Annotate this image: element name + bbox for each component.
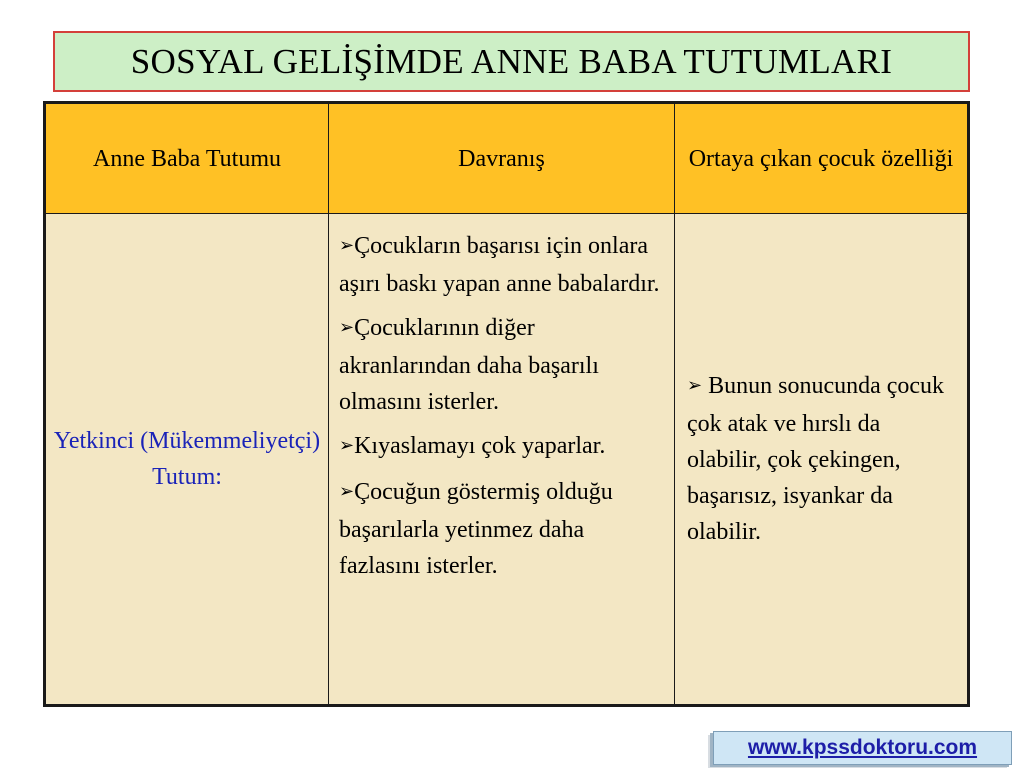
behavior-cell <box>329 214 675 706</box>
header-attitude: Anne Baba Tutumu <box>45 103 329 214</box>
arrowhead-bullet-icon: ➢ <box>339 435 355 456</box>
behavior-item-text: Çocuklarının diğer akranlarından daha başarılı olmasını isterler. <box>339 315 599 415</box>
behavior-item <box>339 228 666 302</box>
table-row <box>45 214 969 706</box>
behavior-item-text: Çocuğun göstermiş olduğu başarılarla yetinmez daha fazlasını isterler. <box>339 479 613 579</box>
header-result: Ortaya çıkan çocuk özelliği <box>675 103 969 214</box>
table-header-row <box>45 103 969 214</box>
slide-title-text: SOSYAL GELİŞİMDE ANNE BABA TUTUMLARI <box>130 41 893 81</box>
arrowhead-bullet-icon: ➢ <box>339 481 355 502</box>
attitude-cell: Yetkinci (Mükemmeliyetçi) Tutum: <box>45 214 329 706</box>
arrowhead-bullet-icon: ➢ <box>339 317 355 338</box>
behavior-item <box>339 428 666 466</box>
parent-attitudes-table <box>43 101 970 707</box>
behavior-item-text: Kıyaslamayı çok yaparlar. <box>354 433 606 459</box>
slide-title <box>53 31 970 92</box>
header-behavior: Davranış <box>329 103 675 214</box>
site-link-box <box>713 731 1012 765</box>
behavior-item <box>339 310 666 420</box>
behavior-item <box>339 474 666 584</box>
behavior-item-text: Çocukların başarısı için onlara aşırı baskı yapan anne babalardır. <box>339 233 660 297</box>
result-cell <box>675 214 969 706</box>
site-link[interactable]: www.kpssdoktoru.com <box>747 736 978 759</box>
arrowhead-bullet-icon: ➢ <box>687 375 703 396</box>
arrowhead-bullet-icon: ➢ <box>339 235 355 256</box>
result-text: Bunun sonucunda çocuk çok atak ve hırslı da olabilir, çok çekingen, başarısız, isyankar da olabilir. <box>687 373 945 545</box>
